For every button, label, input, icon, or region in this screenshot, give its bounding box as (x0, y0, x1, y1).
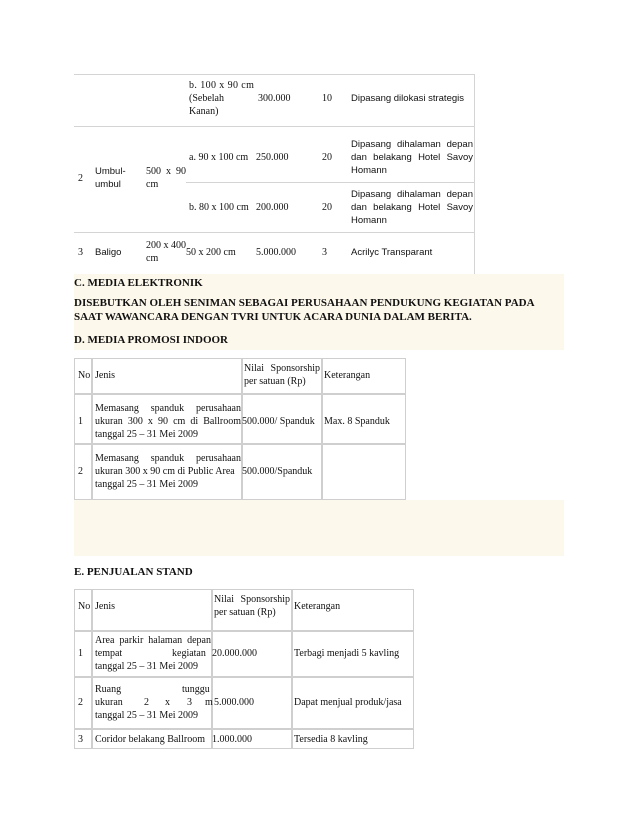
jenis-cell: ukuran 300 x 90 cm di Ballroom (95, 416, 241, 427)
row-number: 2 (78, 697, 83, 708)
column-header-nilai: per satuan (Rp) (244, 376, 306, 387)
jenis-cell: x (165, 697, 170, 708)
section-heading-media-elektronik: C. MEDIA ELEKTRONIK (74, 277, 203, 289)
jenis-cell: umbul (95, 179, 121, 190)
paragraph-line: DISEBUTKAN OLEH SENIMAN SEBAGAI PERUSAHAAN PENDUKUNG KEGIATAN PADA (74, 297, 535, 309)
price-cell: 200.000 (256, 202, 289, 213)
note-cell: Dipasang dihalaman depan (351, 189, 473, 200)
row-number: 3 (78, 734, 83, 745)
keterangan-cell: Tersedia 8 kavling (294, 734, 368, 745)
row-number: 1 (78, 648, 83, 659)
jenis-cell: tunggu (182, 684, 210, 695)
dimension-cell: 200 x 400 (146, 240, 186, 251)
jenis-cell: kegiatan (172, 648, 206, 659)
nilai-cell: 500.000/Spanduk (242, 466, 313, 477)
jenis-cell: Coridor belakang Ballroom (95, 734, 205, 745)
nilai-cell: 5.000.000 (214, 697, 254, 708)
qty-cell: 20 (322, 152, 332, 163)
note-cell: dan belakang Hotel Savoy (351, 202, 473, 213)
jenis-cell: m (205, 697, 213, 708)
nilai-cell: 500.000/ Spanduk (242, 416, 315, 427)
jenis-cell: 2 (144, 697, 149, 708)
jenis-cell: ukuran (95, 697, 123, 708)
size-cell: (Sebelah (189, 93, 224, 104)
note-cell: Dipasang dihalaman depan (351, 139, 473, 150)
nilai-cell: 20.000.000 (212, 648, 257, 659)
blank-band (74, 500, 564, 556)
keterangan-cell: Dapat menjual produk/jasa (294, 697, 402, 708)
note-cell: Homann (351, 215, 387, 226)
size-cell: Kanan) (189, 106, 219, 117)
paragraph-line: SAAT WAWANCARA DENGAN TVRI UNTUK ACARA DUNIA DALAM BERITA. (74, 311, 472, 323)
jenis-cell: ukuran 300 x 90 cm di Public Area (95, 466, 235, 477)
column-header-keterangan: Keterangan (294, 601, 341, 612)
price-cell: 5.000.000 (256, 247, 296, 258)
section-heading-penjualan-stand: E. PENJUALAN STAND (74, 566, 193, 578)
size-cell: 50 x 200 cm (186, 247, 236, 258)
column-header-nilai: per satuan (Rp) (214, 607, 276, 618)
dimension-cell: cm (146, 179, 159, 190)
column-header-jenis: Jenis (95, 370, 115, 381)
jenis-cell: tempat (95, 648, 123, 659)
jenis-cell: tanggal 25 – 31 Mei 2009 (95, 710, 199, 721)
column-header-no: No (78, 370, 91, 381)
column-header-no: No (78, 601, 91, 612)
jenis-cell: Memasang spanduk perusahaan (95, 403, 241, 414)
section-heading-media-promosi-indoor: D. MEDIA PROMOSI INDOOR (74, 334, 229, 346)
row-number: 1 (78, 416, 83, 427)
note-cell: dan belakang Hotel Savoy (351, 152, 473, 163)
note-cell: Dipasang dilokasi strategis (351, 93, 465, 104)
column-header-jenis: Jenis (95, 601, 115, 612)
qty-cell: 20 (322, 202, 332, 213)
jenis-cell: Umbul- (95, 166, 126, 177)
column-header-keterangan: Keterangan (324, 370, 371, 381)
jenis-cell: Area parkir halaman depan (95, 635, 211, 646)
size-cell: a. 90 x 100 cm (189, 152, 249, 163)
size-cell: b. 100 x 90 cm (189, 80, 255, 91)
jenis-cell: Baligo (95, 247, 122, 258)
jenis-cell: Ruang (95, 684, 122, 695)
keterangan-cell: Max. 8 Spanduk (324, 416, 390, 427)
jenis-cell: tanggal 25 – 31 Mei 2009 (95, 661, 199, 672)
row-number: 2 (78, 466, 83, 477)
nilai-cell: 1.000.000 (212, 734, 252, 745)
price-cell: 250.000 (256, 152, 289, 163)
column-header-nilai: Nilai Sponsorship (244, 363, 320, 374)
dimension-cell: cm (146, 253, 159, 264)
jenis-cell: tanggal 25 – 31 Mei 2009 (95, 479, 199, 490)
size-cell: b. 80 x 100 cm (189, 202, 249, 213)
row-number: 2 (78, 173, 83, 184)
column-header-nilai: Nilai Sponsorship (214, 594, 290, 605)
row-number: 3 (78, 247, 83, 258)
qty-cell: 3 (322, 247, 327, 258)
keterangan-cell: Terbagi menjadi 5 kavling (294, 648, 400, 659)
qty-cell: 10 (322, 93, 332, 104)
jenis-cell: 3 (187, 697, 192, 708)
jenis-cell: Memasang spanduk perusahaan (95, 453, 241, 464)
note-cell: Acrilyc Transparant (351, 247, 433, 258)
dimension-cell: 500 x 90 (146, 166, 186, 177)
note-cell: Homann (351, 165, 387, 176)
jenis-cell: tanggal 25 – 31 Mei 2009 (95, 429, 199, 440)
price-cell: 300.000 (258, 93, 291, 104)
